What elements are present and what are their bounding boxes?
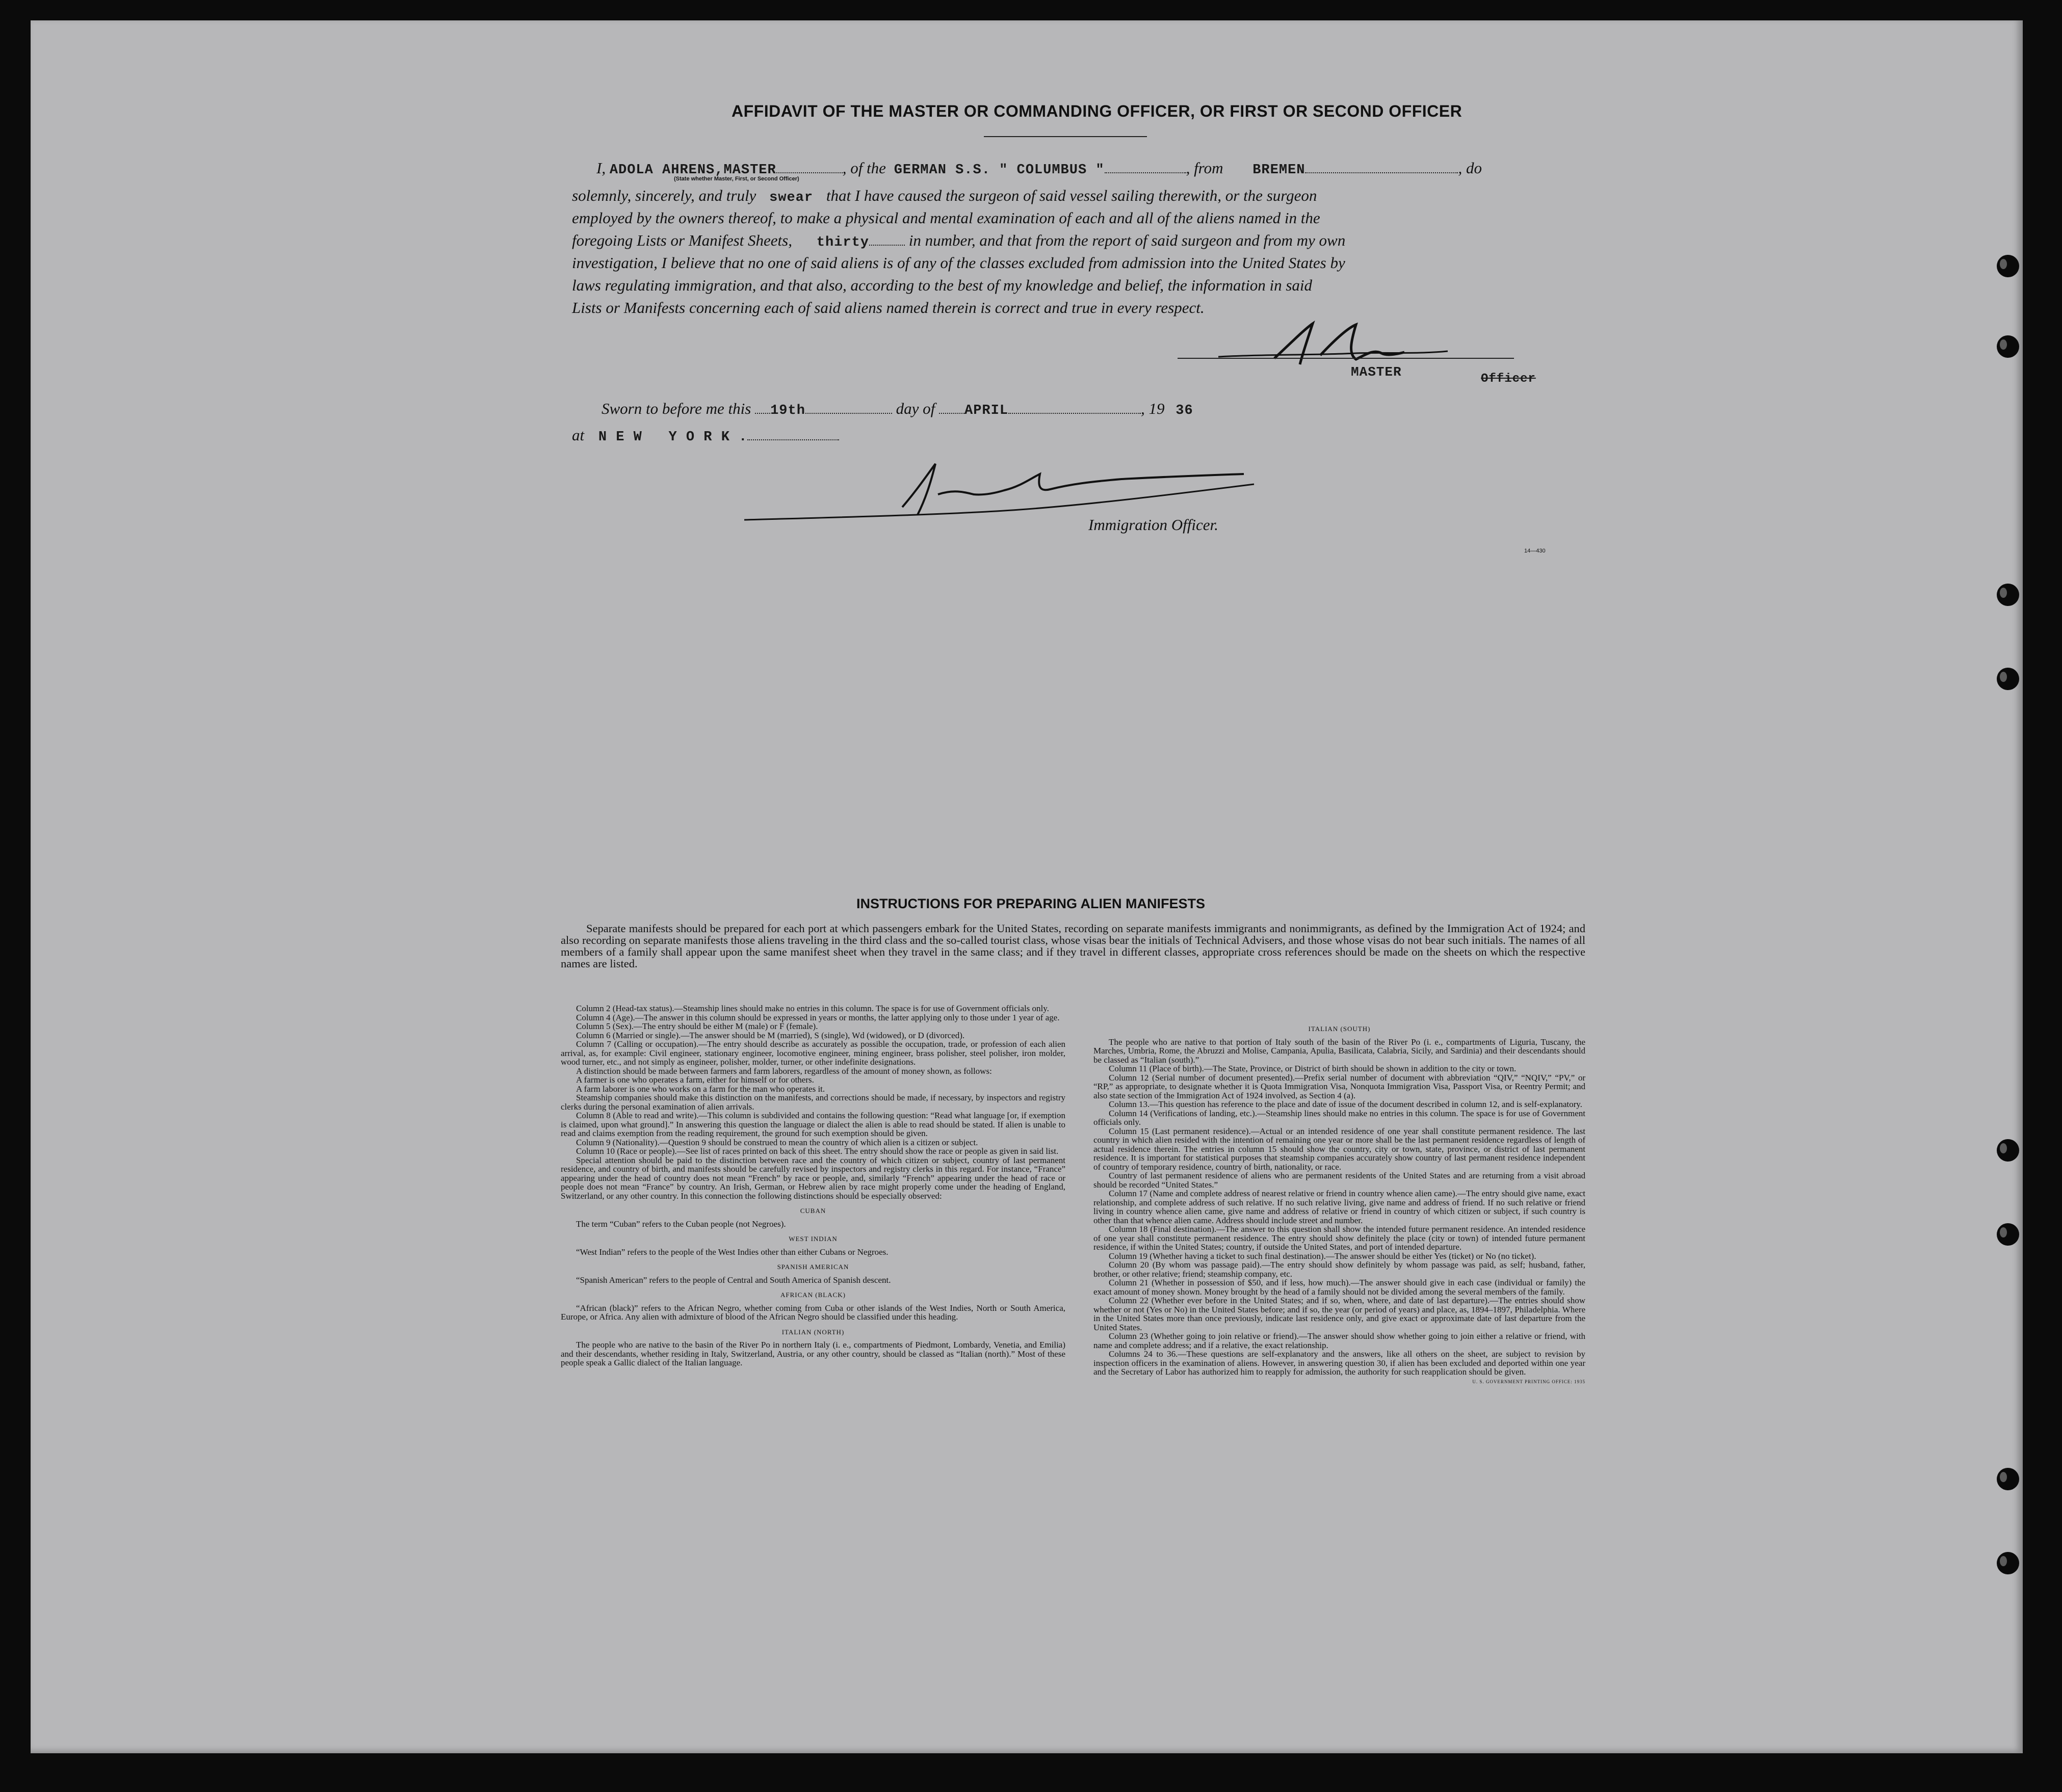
instruction-item: Special attention should be paid to the distinction between race and the country of which citizen or subject, country of last permanent residence, and country of birth, and manifests should be carefully revised by inspectors and registry clerks in this regard. For instance, “France” appearing under the head of country does not mean “French” by race or people, and, similarly “French” appearing under the head of race or people does not mean “France” by country. An Irish, German, or Hebrew alien by race might properly come under the heading of England, Switzerland, or any other country. In this connection the following distinctions should be especially observed: — [561, 1155, 1065, 1201]
instruction-item: Column 15 (Last permanent residence).—Actual or an intended residence of one year shall constitute permanent residence. The last country in which alien resided with the intention of remaining one year or more shall be the last permanent residence regardless of length of actual residence therein. The entries in column 15 should show the country, city or town, state, province, or district of last permanent residence. It is important for statistical purposes that steamship companies accurately show country of last permanent residence independent of country of temporary residence, country of birth, nationality, or race. — [1093, 1126, 1585, 1172]
oath-word: swear — [769, 190, 814, 205]
instructions-title: INSTRUCTIONS FOR PREPARING ALIEN MANIFESTS — [856, 896, 1206, 911]
affidavit-text: foregoing Lists or Manifest Sheets, — [572, 231, 792, 249]
instruction-item: Column 23 (Whether going to join relative or friend).—The answer should show whether going to join either a relative or friend, with name and complete address; and if a relative, the exact relationship. — [1093, 1331, 1585, 1350]
signer-title: MASTER — [1351, 364, 1402, 380]
instructions-intro — [561, 923, 1585, 969]
printer-note: U. S. GOVERNMENT PRINTING OFFICE: 1935 — [1472, 1379, 1585, 1384]
affidavit-line-3: employed by the owners thereof, to make a physical and mental examination of each and all of the aliens named in the — [572, 209, 1320, 227]
punch-hole — [1997, 668, 2019, 690]
instruction-item: Column 11 (Place of birth).—The State, Province, or District of birth should be shown in addition to the city or town. — [1109, 1064, 1517, 1073]
affidavit-text: I, — [596, 159, 606, 177]
instruction-item: Column 20 (By whom was passage paid).—The entry should show definitely by whom passage was paid, as self; husband, father, brother, or other relative; friend; steamship company, etc. — [1093, 1260, 1585, 1279]
instructions-right-column — [1093, 1024, 1585, 1386]
punch-hole — [1997, 255, 2019, 277]
instruction-item: Column 7 (Calling or occupation).—The entry should describe as accurately as possible the occupation, trade, or profession of each alien arrival, as, for example: Civil engineer, stationary engineer, locomotive engineer, mining engineer, brass polisher, steel polisher, iron molder, wood turner, etc., and not simply as engineer, polisher, molder, turner, or other indefinite designations. — [561, 1039, 1065, 1067]
section-text: “West Indian” refers to the people of the West Indies other than either Cubans or Negroes. — [576, 1247, 889, 1257]
officer-title: Immigration Officer. — [1088, 516, 1218, 534]
instruction-item: Column 4 (Age).—The answer in this column should be expressed in years or months, the latter applying only to those under 1 year of age. — [576, 1012, 1060, 1022]
punch-hole — [1997, 1139, 2019, 1162]
struck-title: Officer — [1481, 372, 1536, 386]
intro-paragraph: Separate manifests should be prepared for each port at which passengers embark for the United States, recording on separate manifests immigrants and nonimmigrants, as defined by the Immigration Act of 1924; and also recording on separate manifests those aliens traveling in the third class and the so-called tourist class, whose visas bear the initials of Technical Advisers, and those whose visas do not bear such initials. The names of all members of a family shall appear upon the same manifest sheet when they travel in the same class; and if they travel in different classes, appropriate cross references should be made on the sheets on which the respective names are listed. — [561, 922, 1585, 970]
sworn-text: Sworn to before me this — [602, 400, 751, 417]
punch-hole — [1997, 1552, 2019, 1574]
section-text: The people who are native to that portion of Italy south of the basin of the River Po (i. e., compartments of Liguria, Tuscany, the Marches, Umbria, Rome, the Abruzzi and Molise, Campania, Apulia, Basilicata, Calabria, Sicily, and Sardinia) and their descendants should be classed as “Italian (south).” — [1093, 1037, 1585, 1065]
signature-line — [1178, 358, 1514, 359]
sworn-year: 36 — [1176, 403, 1193, 418]
instruction-item: Column 5 (Sex).—The entry should be either M (male) or F (female). — [576, 1021, 818, 1031]
section-heading: ITALIAN (SOUTH) — [1308, 1025, 1371, 1033]
instruction-item: Columns 24 to 36.—These questions are self-explanatory and the answers, like all others on the sheet, are subject to revision by inspection officers in the examination of aliens. However, in answering question 30, if alien has been excluded and deported within one year and the Secretary of Labor has authorized him to reapply for admission, the authority for such reapplication should be given. — [1093, 1349, 1585, 1377]
section-heading: AFRICAN (BLACK) — [780, 1291, 846, 1299]
section-text: The term “Cuban” refers to the Cuban people (not Negroes). — [576, 1219, 786, 1229]
sworn-month: APRIL — [964, 403, 1009, 418]
instruction-item: Column 9 (Nationality).—Question 9 should be construed to mean the country of which alien is a citizen or subject. — [576, 1137, 978, 1147]
sworn-place: N E W Y O R K . — [598, 430, 748, 445]
instruction-item: Column 2 (Head-tax status).—Steamship lines should make no entries in this column. The space is for use of Government officials only. — [576, 1004, 1049, 1013]
instruction-item: Country of last permanent residence of aliens who are permanent residents of the United States and are returning from a visit abroad should be recorded “United States.” — [1093, 1171, 1585, 1190]
manifest-page — [31, 20, 2023, 1753]
punch-hole — [1997, 1223, 2019, 1246]
section-heading: ITALIAN (NORTH) — [781, 1328, 845, 1336]
instruction-item: Column 6 (Married or single).—The answer should be M (married), S (single), Wd (widowed), or D (divorced). — [576, 1030, 965, 1040]
punch-hole — [1997, 335, 2019, 358]
instruction-item: Column 18 (Final destination).—The answer to this question shall show the intended future permanent residence. An intended residence of one year shall constitute permanent residence. The entry should show definitely the place (city or town) of intended future permanent residence, if within the United States; country, if outside the United States, and port of intended departure. — [1093, 1224, 1585, 1252]
affidavit-text: solemnly, sincerely, and truly — [572, 187, 756, 204]
master-name: ADOLA AHRENS,MASTER — [609, 163, 776, 178]
instruction-item: Column 10 (Race or people).—See list of races printed on back of this sheet. The entry should show the race or people as given in said list. — [576, 1146, 1059, 1156]
sworn-place-line — [572, 424, 839, 449]
affidavit-text: in number, and that from the report of said surgeon and from my own — [908, 231, 1346, 249]
vessel-name: GERMAN S.S. " COLUMBUS " — [894, 163, 1105, 178]
sworn-text: at — [572, 426, 585, 444]
sheet-count: thirty — [816, 235, 869, 250]
section-heading: SPANISH AMERICAN — [777, 1263, 849, 1271]
instruction-item: Column 8 (Able to read and write).—This column is subdivided and contains the following question: “Read what language [or, if exemption is claimed, upon what ground].” In answering this question the language or dialect the alien is able to read should be stated. If alien is unable to read and claims exemption from the reading requirement, the ground for such exemption should be given. — [561, 1111, 1065, 1138]
form-number: 14—430 — [1524, 548, 1546, 554]
section-heading: WEST INDIAN — [789, 1235, 838, 1243]
affidavit-title: AFFIDAVIT OF THE MASTER OR COMMANDING OFFICER, OR FIRST OR SECOND OFFICER — [732, 102, 1463, 120]
officer-type-note: (State whether Master, First, or Second Officer) — [674, 176, 799, 182]
section-text: The people who are native to the basin of the River Po in northern Italy (i. e., compartments of Piedmont, Lombardy, Venetia, and Emilia) and their descendants, whether residing in Italy, Switzerland, Austria, or any other country, should be classed as “Italian (north).” Most of these people speak a Gallic dialect of the Italian language. — [561, 1340, 1065, 1367]
title-rule — [984, 136, 1147, 137]
master-signature — [1203, 319, 1478, 380]
instruction-item: Steamship companies should make this distinction on the manifests, and corrections should be made, if necessary, by inspectors and registry clerks during the personal examination of alien arrivals. — [561, 1093, 1065, 1112]
affidavit-line-4 — [572, 229, 1345, 254]
section-text: “Spanish American” refers to the people of Central and South America of Spanish descent. — [576, 1275, 891, 1285]
section-text: “African (black)” refers to the African Negro, whether coming from Cuba or other islands of the West Indies, North or South America, Europe, or Africa. Any alien with admixture of blood of the African Negro should be classified under this heading. — [561, 1303, 1065, 1322]
sworn-line — [602, 398, 1193, 422]
instruction-item: Column 19 (Whether having a ticket to such final destination).—The answer should be either Yes (ticket) or No (no ticket). — [1109, 1251, 1536, 1261]
affidavit-text: , do — [1458, 159, 1482, 177]
instruction-item: Column 17 (Name and complete address of nearest relative or friend in country whence alien came).—The entry should give name, exact relationship, and complete address of such relative. If no such relative living, give name and address of friend. If no such relative or friend living in country whence alien came, give name and address of relative or friend in country of which citizen or subject, if such country is other than that whence alien came. Address should include street and number. — [1093, 1189, 1585, 1225]
instruction-item: Column 21 (Whether in possession of $50, and if less, how much).—The answer should give in each case (individual or family) the exact amount of money shown. Money brought by the head of a family should not be divided among the several members of the family. — [1093, 1278, 1585, 1297]
affidavit-line-6: laws regulating immigration, and that also, according to the best of my knowledge and belief, the information in said — [572, 276, 1313, 294]
instruction-item: Column 13.—This question has reference to the place and date of issue of the document described in column 12, and is self-explanatory. — [1109, 1099, 1582, 1109]
instruction-item: Column 22 (Whether ever before in the United States; and if so, when, where, and date of last departure).—The entries should show whether or not (Yes or No) in the United States before; and if so, the year (or period of years) and place, as, 1894–1897, Philadelphia. Where in the United States more than once previously, indicate last residence only, and give exact or approximate date of last departure from the United States. — [1093, 1296, 1585, 1332]
instruction-item: A farmer is one who operates a farm, either for himself or for others. — [576, 1075, 814, 1085]
affidavit-line-5: investigation, I believe that no one of said aliens is of any of the classes excluded from admission into the United States by — [572, 254, 1345, 272]
affidavit-text: , from — [1186, 159, 1223, 177]
affidavit-text: , of the — [842, 159, 886, 177]
punch-hole — [1997, 584, 2019, 606]
sworn-day: 19th — [770, 403, 805, 418]
instruction-item: Column 12 (Serial number of document presented).—Prefix serial number of document with abbreviation “QIV,” “NQIV,” “PV,” or “RP,” as appropriate, to designate whether it is Quota Immigration Visa, Nonquota Immigration Visa, Passport Visa, or Reentry Permit; and also state section of the Immigration Act of 1924 involved, as Section 4 (a). — [1093, 1072, 1585, 1100]
sworn-text: day of — [896, 400, 935, 417]
sworn-text: , 19 — [1141, 400, 1165, 417]
section-heading: CUBAN — [800, 1207, 826, 1215]
punch-hole — [1997, 1468, 2019, 1490]
instruction-item: A distinction should be made between farmers and farm laborers, regardless of the amount of money shown, as follows: — [576, 1066, 992, 1076]
instructions-left-column — [561, 1004, 1065, 1367]
departure-port: BREMEN — [1252, 163, 1306, 178]
affidavit-line-2 — [572, 185, 1317, 209]
instruction-item: A farm laborer is one who works on a farm for the man who operates it. — [576, 1084, 825, 1094]
affidavit-text: that I have caused the surgeon of said vessel sailing therewith, or the surgeon — [826, 187, 1317, 204]
instruction-item: Column 14 (Verifications of landing, etc.).—Steamship lines should make no entries in this column. The space is for use of Government officials only. — [1093, 1108, 1585, 1127]
affidavit-line-7: Lists or Manifests concerning each of said aliens named therein is correct and true in every respect. — [572, 299, 1205, 317]
